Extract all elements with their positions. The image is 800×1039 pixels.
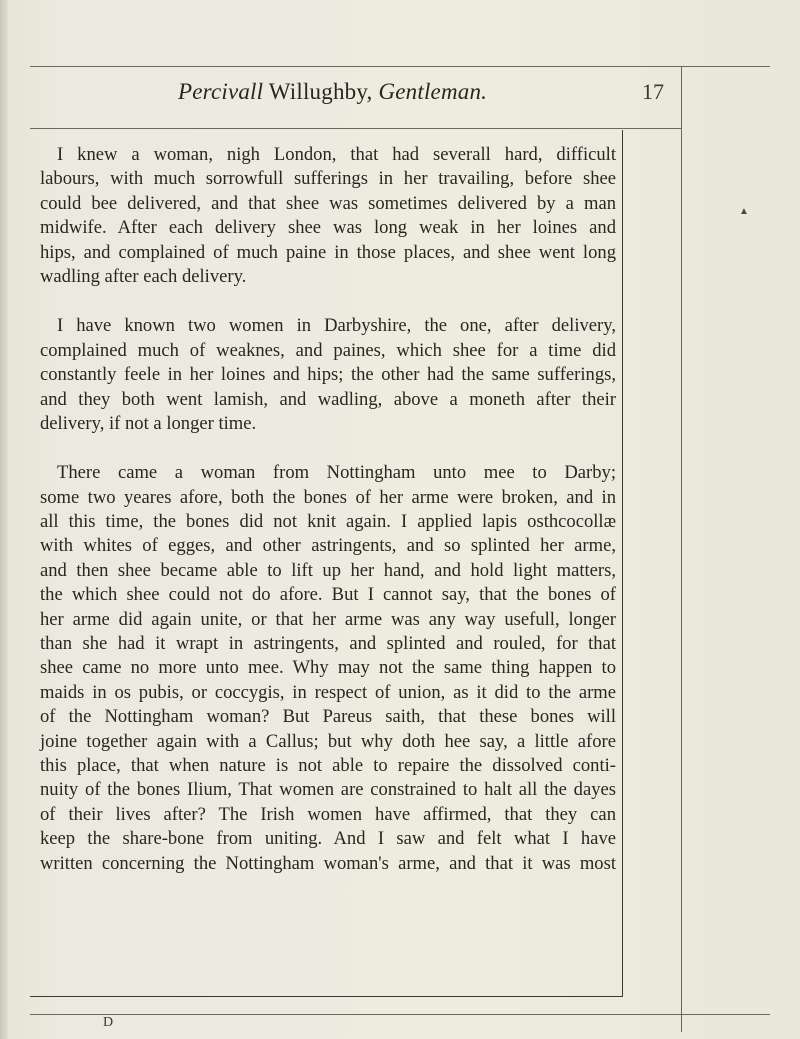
text-line: could bee delivered, and that shee was sometimes delivered by a man: [40, 192, 616, 214]
text-line: There came a woman from Nottingham unto mee to Darby;: [57, 462, 616, 484]
text-line: the which shee could not do afore. But I cannot say, that the bones of: [40, 584, 616, 606]
bottom-rule: [30, 1014, 770, 1015]
text-line: midwife. After each delivery shee was long weak in her loines and: [40, 217, 616, 239]
text-frame: [30, 130, 623, 997]
text-line: her arme did again unite, or that her arme was any way usefull, longer: [40, 608, 616, 630]
top-rule: [30, 66, 770, 67]
running-title-surname: Willughby,: [263, 79, 379, 104]
text-line: keep the share-bone from uniting. And I saw and felt what I have: [40, 828, 616, 850]
text-line: nuity of the bones Ilium, That women are constrained to halt all the dayes: [40, 779, 616, 801]
paragraph-2: [40, 315, 616, 434]
paragraph-gap: [40, 437, 616, 462]
head-rule: [30, 128, 681, 129]
text-line: and then shee became able to lift up her hand, and hold light matters,: [40, 559, 616, 581]
paragraph-3: [40, 462, 616, 873]
running-title: [178, 79, 487, 105]
text-line: all this time, the bones did not knit again. I applied lapis osthcocollæ: [40, 511, 616, 533]
text-line: delivery, if not a longer time.: [40, 412, 257, 434]
text-line: I knew a woman, nigh London, that had severall hard, difficult: [57, 144, 616, 165]
text-line: shee came no more unto mee. Why may not the same thing happen to: [40, 657, 616, 679]
text-line: complained much of weaknes, and paines, which shee for a time did: [40, 339, 616, 361]
text-line: written concerning the Nottingham woman's arme, and that it was most: [40, 852, 616, 874]
text-line: constantly feele in her loines and hips; the other had the same sufferings,: [40, 364, 616, 386]
signature-mark: D: [103, 1015, 114, 1030]
margin-mark-icon: ▲: [739, 206, 749, 217]
text-body: [40, 144, 616, 877]
running-head: [30, 79, 680, 109]
text-line: joine together again with a Callus; but why doth hee say, a little afore: [40, 730, 616, 752]
paragraph-1: [40, 144, 616, 287]
text-line: of their lives after? The Irish women have affirmed, that they can: [40, 803, 616, 825]
text-line: I have known two women in Darbyshire, the one, after delivery,: [57, 315, 616, 337]
page-number: 17: [642, 79, 664, 104]
text-line: some two yeares afore, both the bones of her arme were broken, and in: [40, 486, 616, 508]
text-line: hips, and complained of much paine in those places, and shee went long: [40, 241, 616, 263]
text-line: this place, that when nature is not able to repaire the dissolved conti-: [40, 754, 616, 776]
running-title-rank: Gentleman.: [378, 79, 488, 104]
text-line: and they both went lamish, and wadling, above a moneth after their: [40, 388, 616, 410]
running-title-name: Percivall: [178, 79, 264, 104]
text-line: with whites of egges, and other astringents, and so splinted her arme,: [40, 535, 616, 557]
paragraph-gap: [40, 290, 616, 315]
text-line: than she had it wrapt in astringents, and splinted and rouled, for that: [40, 633, 616, 655]
text-line: of the Nottingham woman? But Pareus saith, that these bones will: [40, 706, 616, 728]
text-line: wadling after each delivery.: [40, 265, 247, 287]
frame-right-rule: [681, 66, 682, 1032]
text-line: maids in os pubis, or coccygis, in respect of union, as it did to the arme: [40, 681, 616, 703]
text-line: labours, with much sorrowfull sufferings in her travailing, before shee: [40, 168, 616, 190]
binding-edge: [0, 0, 8, 1039]
